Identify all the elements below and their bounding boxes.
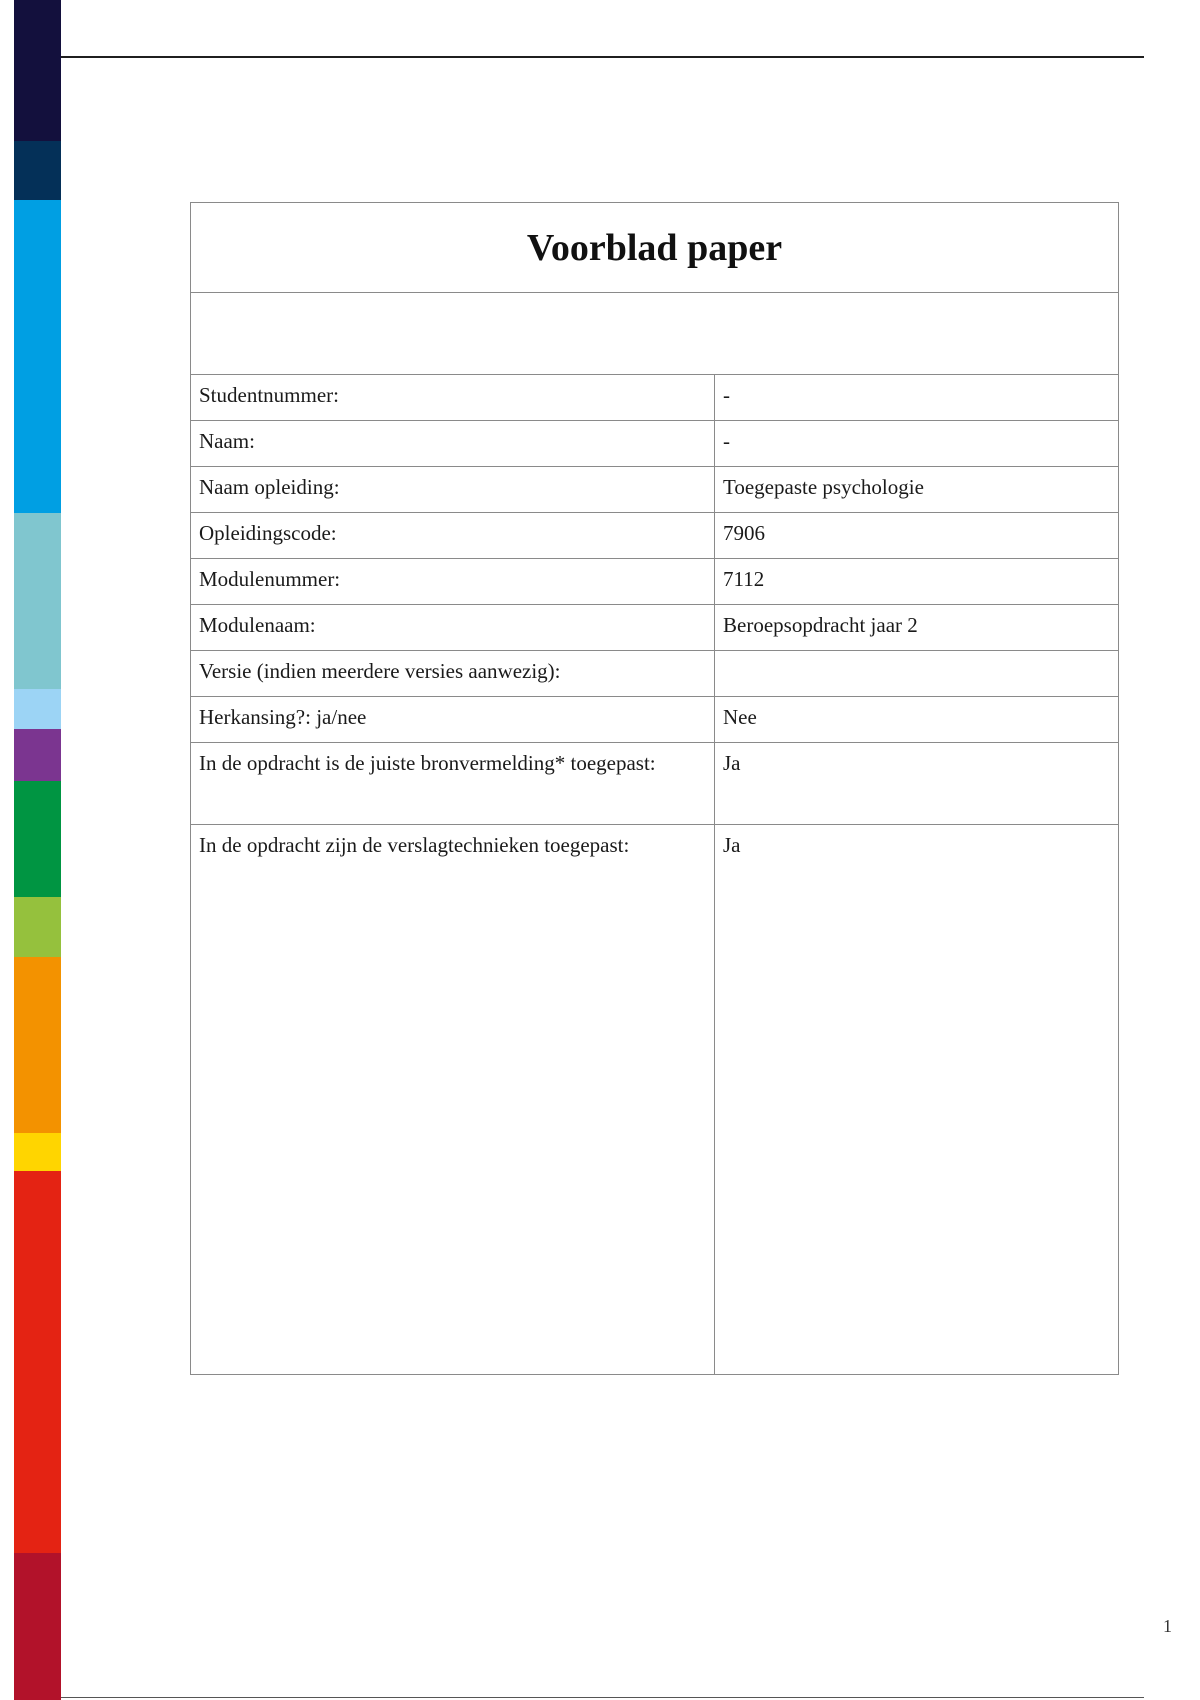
field-label: Naam: [191,421,715,467]
field-value: Ja [715,825,1119,1375]
color-strip-segment [14,141,61,200]
table-row [191,375,1119,421]
table-row [191,825,1119,1375]
field-value: 7112 [715,559,1119,605]
table-row [191,421,1119,467]
field-value: Ja [715,743,1119,825]
field-value: 7906 [715,513,1119,559]
color-strip-segment [14,1553,61,1700]
color-strip-segment [14,729,61,781]
field-label: Versie (indien meerdere versies aanwezig): [191,651,715,697]
field-label: Modulenaam: [191,605,715,651]
table-row [191,467,1119,513]
blank-row [191,293,1119,375]
table-row [191,697,1119,743]
cover-table [190,202,1119,1375]
field-value: Toegepaste psychologie [715,467,1119,513]
color-strip-segment [14,513,61,689]
field-value: Beroepsopdracht jaar 2 [715,605,1119,651]
field-value: - [715,375,1119,421]
color-strip-segment [14,689,61,729]
field-label: Opleidingscode: [191,513,715,559]
footer-rule [61,1697,1144,1698]
blank-cell [191,293,1119,375]
table-row [191,651,1119,697]
field-label: Herkansing?: ja/nee [191,697,715,743]
table-row [191,559,1119,605]
page-title: Voorblad paper [526,226,783,269]
page-number: 1 [1163,1616,1172,1636]
color-strip-segment [14,1133,61,1171]
field-label: In de opdracht is de juiste bronvermelding* toegepast: [191,743,715,825]
color-strip-segment [14,0,61,141]
title-row [191,203,1119,293]
field-label: Studentnummer: [191,375,715,421]
field-label: Naam opleiding: [191,467,715,513]
color-strip-segment [14,1171,61,1553]
table-row [191,513,1119,559]
field-label: Modulenummer: [191,559,715,605]
field-value [715,651,1119,697]
color-strip [14,0,61,1700]
color-strip-segment [14,957,61,1133]
table-row [191,605,1119,651]
color-strip-segment [14,781,61,897]
field-value: - [715,421,1119,467]
header-rule [61,56,1144,58]
field-value: Nee [715,697,1119,743]
color-strip-segment [14,200,61,513]
table-row [191,743,1119,825]
field-label: In de opdracht zijn de verslagtechnieken toegepast: [191,825,715,1375]
color-strip-segment [14,897,61,957]
title-cell [191,203,1119,293]
